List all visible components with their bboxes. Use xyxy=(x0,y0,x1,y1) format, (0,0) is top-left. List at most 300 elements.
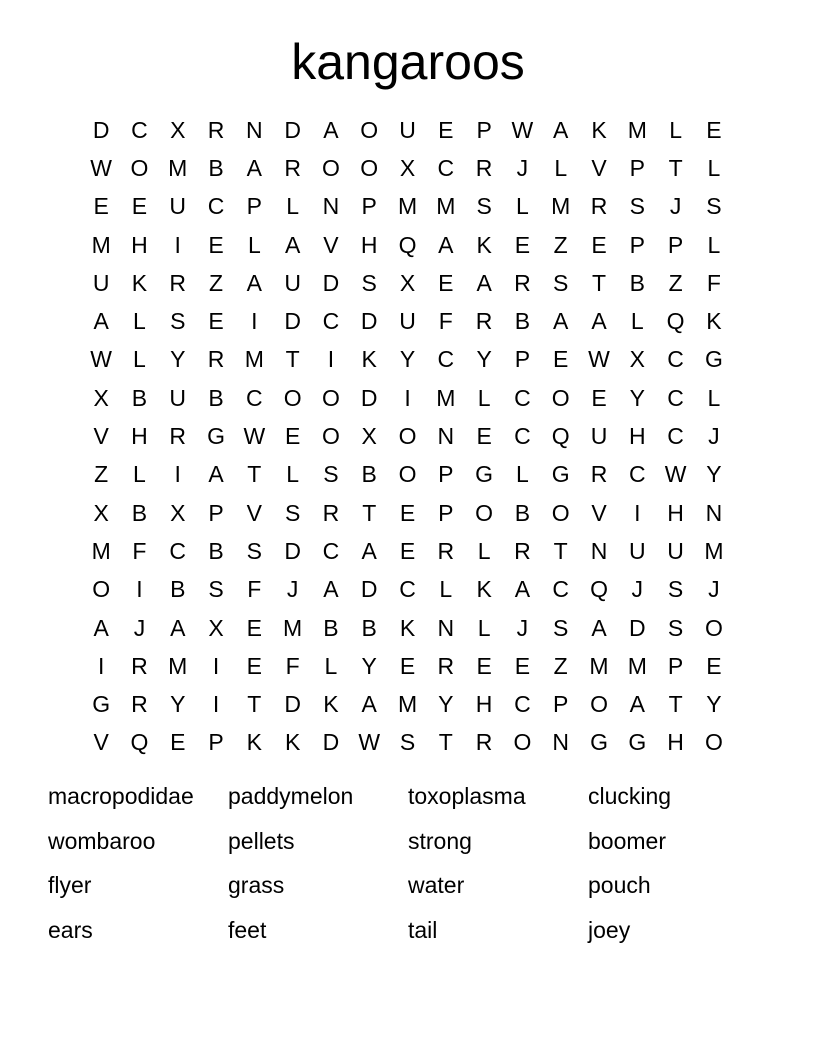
grid-letter: Z xyxy=(553,231,568,258)
grid-letter: U xyxy=(284,269,301,296)
grid-letter: B xyxy=(131,384,148,411)
grid-letter: K xyxy=(476,231,492,258)
grid-letter: A xyxy=(361,691,377,718)
word-list-item: pellets xyxy=(228,827,295,854)
grid-letter: S xyxy=(323,461,339,488)
grid-letter: E xyxy=(246,614,262,641)
grid-letter: T xyxy=(247,691,262,718)
grid-letter: M xyxy=(704,537,724,564)
grid-letter: K xyxy=(323,691,339,718)
grid-letter: L xyxy=(133,308,146,335)
grid-letter: L xyxy=(439,576,453,603)
grid-letter: M xyxy=(283,614,303,641)
grid-letter: A xyxy=(591,614,607,641)
grid-letter: O xyxy=(321,154,340,181)
grid-letter: U xyxy=(667,537,684,564)
grid-letter: S xyxy=(170,308,186,335)
grid-row xyxy=(82,494,734,532)
grid-letter: H xyxy=(131,423,148,450)
grid-letter: C xyxy=(667,384,684,411)
grid-letter: M xyxy=(627,652,647,679)
grid-letter: A xyxy=(553,308,569,335)
grid-letter: V xyxy=(323,231,339,258)
grid-letter: C xyxy=(131,116,148,143)
grid-letter: W xyxy=(90,154,112,181)
grid-row xyxy=(82,532,734,570)
grid-letter: A xyxy=(208,461,224,488)
grid-letter: L xyxy=(707,231,721,258)
grid-row xyxy=(82,417,734,455)
grid-letter: A xyxy=(553,116,569,143)
grid-letter: L xyxy=(477,384,491,411)
grid-letter: O xyxy=(398,461,417,488)
grid-letter: M xyxy=(436,384,456,411)
grid-letter: N xyxy=(246,116,263,143)
grid-letter: P xyxy=(246,193,262,220)
grid-letter: A xyxy=(246,154,262,181)
grid-letter: I xyxy=(97,652,105,679)
grid-letter: L xyxy=(669,116,682,143)
grid-letter: E xyxy=(284,423,301,450)
grid-letter: E xyxy=(399,499,416,526)
grid-letter: N xyxy=(552,729,570,756)
grid-letter: C xyxy=(667,423,684,450)
grid-letter: C xyxy=(552,576,570,603)
grid-letter: C xyxy=(399,576,416,603)
grid-letter: P xyxy=(476,116,492,143)
grid-letter: C xyxy=(667,346,684,373)
grid-letter: I xyxy=(174,461,181,488)
grid-letter: E xyxy=(208,308,224,335)
grid-letter: P xyxy=(667,231,684,258)
word-list-item: tail xyxy=(408,916,438,943)
grid-letter: L xyxy=(286,461,300,488)
grid-letter: B xyxy=(208,537,224,564)
grid-letter: O xyxy=(475,499,494,526)
grid-letter: K xyxy=(131,269,148,296)
grid-letter: E xyxy=(246,652,262,679)
grid-letter: D xyxy=(284,691,301,718)
grid-letter: L xyxy=(324,652,338,679)
grid-row xyxy=(82,379,734,417)
grid-letter: X xyxy=(361,423,377,450)
grid-letter: W xyxy=(511,116,534,143)
grid-letter: P xyxy=(629,231,645,258)
grid-row xyxy=(82,724,734,762)
grid-letter: N xyxy=(437,614,455,641)
grid-letter: A xyxy=(170,614,186,641)
grid-letter: X xyxy=(170,116,186,143)
grid-letter: R xyxy=(590,461,608,488)
grid-letter: I xyxy=(174,231,181,258)
grid-letter: L xyxy=(516,193,529,220)
grid-letter: M xyxy=(627,116,647,143)
word-list-item: toxoplasma xyxy=(408,783,526,809)
grid-row xyxy=(82,302,734,340)
grid-letter: S xyxy=(476,193,492,220)
grid-letter: J xyxy=(708,423,720,450)
grid-letter: Y xyxy=(361,652,377,679)
grid-letter: U xyxy=(590,423,608,450)
grid-letter: X xyxy=(170,499,186,526)
grid-letter: O xyxy=(704,729,723,756)
grid-letter: E xyxy=(208,231,224,258)
grid-letter: E xyxy=(131,193,148,220)
grid-letter: C xyxy=(514,691,531,718)
grid-letter: X xyxy=(399,154,416,181)
grid-letter: Y xyxy=(629,384,645,411)
grid-letter: W xyxy=(664,461,687,488)
grid-letter: W xyxy=(588,346,610,373)
grid-letter: L xyxy=(477,614,491,641)
grid-letter: I xyxy=(136,576,143,603)
grid-letter: M xyxy=(551,193,571,220)
grid-letter: S xyxy=(399,729,416,756)
grid-letter: J xyxy=(708,576,720,603)
grid-letter: P xyxy=(208,729,224,756)
grid-letter: T xyxy=(285,346,300,373)
grid-letter: S xyxy=(629,193,645,220)
grid-letter: R xyxy=(514,537,531,564)
grid-letter: O xyxy=(551,499,570,526)
grid-letter: P xyxy=(553,691,569,718)
grid-letter: G xyxy=(628,729,647,756)
grid-letter: Q xyxy=(398,231,417,258)
grid-letter: M xyxy=(91,231,111,258)
grid-letter: E xyxy=(591,231,607,258)
grid-letter: M xyxy=(397,193,418,220)
grid-letter: O xyxy=(92,576,111,603)
grid-letter: U xyxy=(92,269,110,296)
grid-letter: R xyxy=(284,154,301,181)
grid-letter: G xyxy=(207,423,225,450)
grid-letter: U xyxy=(399,308,416,335)
grid-letter: D xyxy=(92,116,110,143)
grid-letter: A xyxy=(323,576,339,603)
grid-row xyxy=(82,149,734,187)
grid-letter: Y xyxy=(170,691,186,718)
grid-letter: H xyxy=(131,231,148,258)
grid-letter: H xyxy=(667,499,684,526)
grid-letter: E xyxy=(553,346,569,373)
grid-row xyxy=(82,685,734,723)
grid-letter: M xyxy=(91,537,111,564)
grid-letter: U xyxy=(628,537,646,564)
grid-letter: J xyxy=(669,193,682,220)
grid-row xyxy=(82,456,734,494)
grid-letter: F xyxy=(247,576,262,603)
grid-row xyxy=(82,647,734,685)
grid-letter: Z xyxy=(668,269,683,296)
word-list-item: clucking xyxy=(588,783,672,809)
grid-letter: U xyxy=(169,193,187,220)
grid-letter: D xyxy=(628,614,646,641)
grid-letter: M xyxy=(436,193,456,220)
grid-row xyxy=(82,264,734,302)
grid-letter: C xyxy=(169,537,187,564)
grid-letter: P xyxy=(361,193,377,220)
grid-letter: S xyxy=(553,614,569,641)
grid-letter: D xyxy=(284,116,301,143)
grid-letter: U xyxy=(399,116,416,143)
grid-letter: K xyxy=(399,614,416,641)
grid-letter: S xyxy=(246,537,262,564)
grid-letter: V xyxy=(591,499,607,526)
grid-letter: R xyxy=(169,423,187,450)
grid-letter: O xyxy=(513,729,532,756)
grid-letter: C xyxy=(207,193,225,220)
grid-letter: Y xyxy=(399,346,416,373)
grid-letter: L xyxy=(630,308,644,335)
page-title: kangaroos xyxy=(291,34,525,90)
grid-letter: G xyxy=(475,461,494,488)
grid-letter: B xyxy=(514,499,531,526)
word-list-item: macropodidae xyxy=(48,783,194,809)
grid-letter: D xyxy=(322,729,340,756)
grid-letter: E xyxy=(476,652,492,679)
grid-letter: B xyxy=(208,384,224,411)
grid-letter: Q xyxy=(130,729,149,756)
grid-letter: Q xyxy=(551,423,570,450)
grid-letter: E xyxy=(170,729,186,756)
grid-letter: E xyxy=(438,269,454,296)
word-list-item: feet xyxy=(228,916,267,943)
grid-letter: N xyxy=(322,193,340,220)
grid-letter: A xyxy=(361,537,377,564)
grid-letter: O xyxy=(283,384,302,411)
grid-letter: R xyxy=(169,269,187,296)
grid-letter: R xyxy=(207,346,225,373)
grid-letter: L xyxy=(554,154,568,181)
grid-letter: G xyxy=(551,461,570,488)
grid-letter: X xyxy=(399,269,416,296)
grid-letter: D xyxy=(284,308,301,335)
grid-letter: C xyxy=(628,461,646,488)
word-list-item: flyer xyxy=(48,872,92,899)
grid-letter: X xyxy=(93,499,109,526)
grid-letter: O xyxy=(704,614,723,641)
grid-letter: M xyxy=(397,691,418,718)
word-list-item: ears xyxy=(48,916,93,943)
word-list-item: joey xyxy=(588,916,631,943)
grid-letter: B xyxy=(170,576,186,603)
grid-letter: A xyxy=(591,308,607,335)
grid-letter: D xyxy=(284,537,301,564)
grid-letter: C xyxy=(322,537,340,564)
grid-letter: S xyxy=(361,269,377,296)
grid-letter: J xyxy=(133,614,146,641)
grid-letter: Y xyxy=(706,461,722,488)
grid-letter: H xyxy=(628,423,646,450)
grid-letter: J xyxy=(631,576,644,603)
grid-letter: A xyxy=(93,614,109,641)
grid-letter: P xyxy=(208,499,224,526)
grid-letter: T xyxy=(553,537,568,564)
grid-letter: L xyxy=(133,346,146,373)
grid-letter: O xyxy=(321,384,340,411)
grid-letter: B xyxy=(323,614,339,641)
grid-letter: R xyxy=(437,652,455,679)
grid-letter: K xyxy=(361,346,377,373)
grid-letter: R xyxy=(514,269,531,296)
grid-letter: R xyxy=(437,537,455,564)
grid-letter: D xyxy=(360,576,378,603)
grid-letter: C xyxy=(437,154,455,181)
grid-letter: T xyxy=(668,154,683,181)
letter-grid xyxy=(82,111,734,762)
grid-letter: K xyxy=(476,576,492,603)
grid-letter: K xyxy=(246,729,262,756)
word-list-item: wombaroo xyxy=(48,827,156,854)
grid-letter: J xyxy=(286,576,299,603)
grid-letter: C xyxy=(514,384,531,411)
grid-letter: E xyxy=(438,116,454,143)
grid-letter: V xyxy=(591,154,607,181)
grid-letter: R xyxy=(475,154,493,181)
grid-letter: Y xyxy=(170,346,186,373)
grid-letter: F xyxy=(132,537,147,564)
grid-letter: X xyxy=(629,346,645,373)
grid-letter: L xyxy=(707,384,721,411)
grid-letter: P xyxy=(438,499,454,526)
grid-letter: F xyxy=(285,652,300,679)
grid-letter: U xyxy=(169,384,187,411)
grid-letter: Q xyxy=(590,576,608,603)
grid-letter: S xyxy=(667,614,684,641)
grid-letter: K xyxy=(284,729,301,756)
grid-letter: Y xyxy=(706,691,722,718)
grid-letter: A xyxy=(438,231,454,258)
grid-letter: A xyxy=(284,231,301,258)
grid-letter: V xyxy=(93,423,109,450)
grid-letter: J xyxy=(516,154,529,181)
grid-letter: O xyxy=(130,154,149,181)
grid-letter: S xyxy=(706,193,722,220)
grid-letter: L xyxy=(477,537,491,564)
grid-letter: G xyxy=(590,729,608,756)
grid-letter: T xyxy=(438,729,453,756)
grid-letter: G xyxy=(704,346,723,373)
grid-row xyxy=(82,571,734,609)
grid-letter: O xyxy=(360,116,379,143)
grid-row xyxy=(82,341,734,379)
grid-letter: R xyxy=(322,499,340,526)
grid-letter: K xyxy=(706,308,722,335)
grid-letter: T xyxy=(668,691,683,718)
grid-letter: C xyxy=(437,346,455,373)
grid-letter: I xyxy=(212,652,220,679)
word-list-item: water xyxy=(408,872,465,899)
grid-letter: S xyxy=(208,576,224,603)
word-list-item: strong xyxy=(408,827,472,854)
grid-letter: S xyxy=(553,269,569,296)
grid-letter: D xyxy=(360,384,378,411)
grid-letter: W xyxy=(90,346,112,373)
grid-letter: E xyxy=(514,652,531,679)
grid-letter: A xyxy=(629,691,645,718)
grid-letter: I xyxy=(404,384,411,411)
grid-letter: H xyxy=(667,729,684,756)
grid-letter: T xyxy=(247,461,262,488)
grid-letter: S xyxy=(284,499,301,526)
grid-letter: M xyxy=(244,346,264,373)
grid-letter: W xyxy=(358,729,381,756)
grid-letter: B xyxy=(208,154,224,181)
grid-letter: O xyxy=(551,384,570,411)
grid-letter: P xyxy=(667,652,684,679)
grid-letter: L xyxy=(247,231,261,258)
grid-letter: C xyxy=(322,308,340,335)
grid-letter: E xyxy=(591,384,607,411)
grid-letter: E xyxy=(706,652,722,679)
grid-letter: F xyxy=(706,269,721,296)
grid-letter: Y xyxy=(476,346,492,373)
grid-letter: F xyxy=(438,308,453,335)
grid-letter: M xyxy=(168,652,188,679)
grid-letter: H xyxy=(360,231,378,258)
grid-letter: R xyxy=(131,652,148,679)
grid-letter: E xyxy=(93,193,109,220)
grid-letter: R xyxy=(475,308,493,335)
grid-letter: Q xyxy=(666,308,685,335)
grid-letter: O xyxy=(321,423,340,450)
grid-letter: P xyxy=(629,154,645,181)
word-list-item: paddymelon xyxy=(228,783,354,809)
grid-letter: A xyxy=(476,269,492,296)
grid-letter: P xyxy=(438,461,454,488)
grid-letter: T xyxy=(591,269,607,296)
grid-letter: Z xyxy=(553,652,568,679)
grid-letter: N xyxy=(437,423,455,450)
grid-letter: I xyxy=(634,499,641,526)
grid-letter: N xyxy=(590,537,608,564)
grid-letter: D xyxy=(322,269,340,296)
grid-letter: T xyxy=(362,499,377,526)
grid-letter: S xyxy=(667,576,684,603)
grid-letter: J xyxy=(516,614,529,641)
grid-letter: M xyxy=(168,154,188,181)
grid-letter: B xyxy=(514,308,531,335)
word-list xyxy=(48,778,768,956)
grid-row xyxy=(82,111,734,149)
grid-letter: V xyxy=(246,499,262,526)
grid-letter: E xyxy=(476,423,492,450)
grid-letter: L xyxy=(516,461,529,488)
grid-letter: E xyxy=(706,116,722,143)
grid-letter: I xyxy=(327,346,335,373)
grid-letter: A xyxy=(93,308,109,335)
grid-letter: L xyxy=(286,193,300,220)
grid-letter: N xyxy=(705,499,723,526)
word-list-item: boomer xyxy=(588,827,666,854)
word-list-item: pouch xyxy=(588,872,651,899)
grid-letter: Y xyxy=(438,691,454,718)
grid-letter: D xyxy=(360,308,378,335)
grid-row xyxy=(82,188,734,226)
grid-letter: Z xyxy=(94,461,109,488)
grid-letter: L xyxy=(133,461,146,488)
grid-letter: C xyxy=(246,384,263,411)
grid-letter: E xyxy=(399,652,416,679)
grid-letter: E xyxy=(514,231,531,258)
grid-letter: C xyxy=(514,423,531,450)
grid-letter: L xyxy=(707,154,721,181)
grid-letter: O xyxy=(590,691,608,718)
grid-letter: R xyxy=(590,193,608,220)
grid-letter: V xyxy=(93,729,109,756)
grid-letter: W xyxy=(243,423,266,450)
grid-letter: G xyxy=(92,691,111,718)
